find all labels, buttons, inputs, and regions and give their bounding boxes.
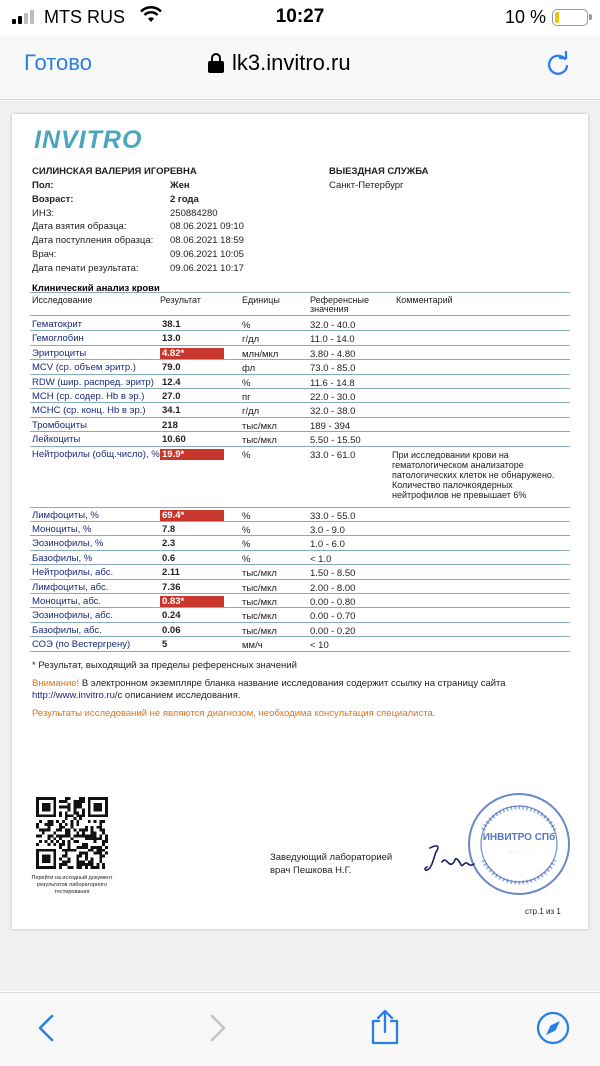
reference-range: 3.0 - 9.0 <box>310 525 345 536</box>
units: мм/ч <box>242 640 263 652</box>
result-value: 34.1 <box>162 405 181 417</box>
table-row <box>30 565 570 579</box>
reference-range: 32.0 - 40.0 <box>310 320 356 331</box>
table-row <box>30 536 570 550</box>
header-result: Результат <box>160 295 201 305</box>
units: % <box>242 377 251 389</box>
battery-percentage: 10 % <box>505 7 547 27</box>
attention-label: Внимание! <box>32 678 80 689</box>
test-name[interactable]: Лимфоциты, абс. <box>32 581 109 593</box>
table-row <box>30 360 570 374</box>
table-row <box>30 375 570 389</box>
result-value: 0.24 <box>162 610 181 622</box>
units: % <box>242 510 251 522</box>
reference-range: 32.0 - 38.0 <box>310 406 356 418</box>
reference-range: 1.0 - 6.0 <box>310 539 345 551</box>
stamp-text: ИНВИТРО СПб <box>482 832 556 843</box>
result-flagged: 69.4* <box>160 510 224 521</box>
table-row <box>30 508 570 522</box>
units: г/дл <box>242 334 260 346</box>
share-icon[interactable] <box>370 1009 400 1045</box>
reference-range: 11.0 - 14.0 <box>310 334 355 346</box>
url-text: lk3.invitro.ru <box>232 50 351 75</box>
footnote: * Результат, выходящий за пределы референсных значений <box>32 660 297 671</box>
back-icon[interactable] <box>32 1013 62 1043</box>
lab-report-document <box>12 114 588 929</box>
test-name[interactable]: Тромбоциты <box>32 419 87 431</box>
done-button[interactable]: Готово <box>24 50 92 75</box>
reference-range: 189 - 394 <box>310 420 351 432</box>
table-row <box>30 594 570 608</box>
reference-range: 1.50 - 8.50 <box>310 568 356 580</box>
carrier-name: MTS RUS <box>44 7 125 27</box>
units: млн/мкл <box>242 348 279 360</box>
qr-caption: Перейти на исходный документ результатов лабораторного тестирования <box>31 875 113 895</box>
result-value: 13.0 <box>162 333 181 345</box>
test-name[interactable]: Моноциты, абс. <box>32 596 102 607</box>
reference-range: 5.50 - 15.50 <box>310 435 361 447</box>
reference-range: 2.00 - 8.00 <box>310 582 356 594</box>
page-number: стр.1 из 1 <box>525 907 561 916</box>
table-row <box>30 346 570 360</box>
browser-header <box>0 36 600 100</box>
header-units: Единицы <box>242 295 280 305</box>
units: г/дл <box>242 406 260 418</box>
invitro-logo: INVITRO <box>34 126 143 154</box>
table-row <box>30 637 570 651</box>
reference-range: < 1.0 <box>310 553 332 565</box>
section-title: Клинический анализ крови <box>32 283 160 294</box>
result-flagged: 0.83* <box>160 596 224 607</box>
header-comment: Комментарий <box>396 295 453 305</box>
result-value: 79.0 <box>162 362 181 374</box>
result-value: 2.11 <box>162 567 180 579</box>
units: % <box>242 539 251 551</box>
table-row <box>30 389 570 403</box>
table-row <box>30 608 570 622</box>
test-name[interactable]: MCV (ср. объем эритр.) <box>32 362 136 374</box>
lab-stamp <box>465 790 573 898</box>
result-value: 218 <box>162 419 178 431</box>
header-ref: Референсные <box>310 295 369 305</box>
address-bar[interactable] <box>208 48 351 78</box>
units: тыс/мкл <box>242 420 277 432</box>
test-name[interactable]: Нейтрофилы (общ.число), % <box>32 448 160 460</box>
result-value: 0.06 <box>162 624 181 636</box>
patient-field-label: Дата поступления образца: <box>32 235 154 247</box>
status-bar <box>0 0 600 36</box>
patient-field-label: Возраст: <box>32 193 74 205</box>
test-name[interactable]: Лейкоциты <box>32 434 81 446</box>
units: тыс/мкл <box>242 597 277 608</box>
patient-field-value: 250884280 <box>170 207 218 219</box>
header-test: Исследование <box>32 295 93 305</box>
reference-range: 73.0 - 85.0 <box>310 363 356 375</box>
reference-range: < 10 <box>310 640 329 652</box>
units: % <box>242 553 251 565</box>
units: тыс/мкл <box>242 611 277 623</box>
header-ref-line2: значения <box>310 304 349 314</box>
service-city: Санкт-Петербург <box>329 180 404 191</box>
result-value: 7.36 <box>162 581 181 593</box>
invitro-link[interactable]: http://www.invitro.ru/ <box>32 690 118 701</box>
patient-field-label: Врач: <box>32 249 57 260</box>
table-row <box>30 418 570 432</box>
test-name[interactable]: MCHC (ср. конц. Hb в эр.) <box>32 405 146 417</box>
units: фл <box>242 363 256 375</box>
reference-range: 11.6 - 14.8 <box>310 377 355 389</box>
patient-field-value: 2 года <box>170 193 199 205</box>
test-name[interactable]: Моноциты, % <box>32 524 92 535</box>
patient-field-value: 09.06.2021 10:17 <box>170 262 244 274</box>
patient-name: СИЛИНСКАЯ ВАЛЕРИЯ ИГОРЕВНА <box>32 166 197 177</box>
patient-field-label: Дата взятия образца: <box>32 221 127 233</box>
attention-note <box>32 678 552 702</box>
test-name[interactable]: Базофилы, абс. <box>32 624 102 636</box>
result-value: 2.3 <box>162 538 176 550</box>
qr-code[interactable] <box>36 797 108 869</box>
units: тыс/мкл <box>242 582 277 594</box>
table-header <box>30 292 570 316</box>
clock: 10:27 <box>275 6 325 27</box>
test-name[interactable]: Гемоглобин <box>32 333 84 345</box>
result-value: 7.8 <box>162 524 176 535</box>
test-name[interactable]: Базофилы, % <box>32 552 93 564</box>
patient-field-value: 09.06.2021 10:05 <box>170 249 244 260</box>
table-row <box>30 623 570 637</box>
reference-range: 0.00 - 0.70 <box>310 611 356 623</box>
reference-range: 0.00 - 0.80 <box>310 597 356 608</box>
result-value: 10.60 <box>162 434 186 446</box>
reload-icon[interactable] <box>544 50 572 78</box>
patient-field-value: 08.06.2021 09:10 <box>170 221 244 233</box>
test-name[interactable]: RDW (шир. распред. эритр) <box>32 376 154 388</box>
reference-range: 33.0 - 61.0 <box>310 449 356 461</box>
service-title: ВЫЕЗДНАЯ СЛУЖБА <box>329 166 429 177</box>
test-name[interactable]: СОЭ (по Вестергрену) <box>32 639 131 651</box>
test-name[interactable]: Эритроциты <box>32 347 87 359</box>
reference-range: 0.00 - 0.20 <box>310 625 356 637</box>
table-row <box>30 551 570 565</box>
table-row <box>30 432 570 446</box>
result-flagged: 19.9* <box>160 449 224 460</box>
test-name[interactable]: Нейтрофилы, абс. <box>32 567 114 579</box>
result-value: 27.0 <box>162 391 181 402</box>
table-row <box>30 317 570 331</box>
patient-field-label: Пол: <box>32 180 54 191</box>
signer-block <box>270 851 392 877</box>
patient-field-value: 08.06.2021 18:59 <box>170 235 244 247</box>
units: пг <box>242 392 251 403</box>
result-flagged: 4.82* <box>160 348 224 359</box>
signature <box>424 842 478 876</box>
table-row <box>30 447 570 508</box>
patient-field-label: Дата печати результата: <box>32 262 139 274</box>
test-name[interactable]: Гематокрит <box>32 319 83 330</box>
disclaimer: Результаты исследований не являются диагнозом, необходима консультация специалиста. <box>32 708 436 719</box>
reference-range: 22.0 - 30.0 <box>310 392 356 403</box>
test-name[interactable]: Эозинофилы, % <box>32 538 104 550</box>
units: тыс/мкл <box>242 435 277 447</box>
test-name[interactable]: MCH (ср. содер. Hb в эр.) <box>32 391 145 402</box>
patient-field-value: Жен <box>170 180 190 191</box>
attention-text: В электронном экземпляре бланка название исследования содержит ссылку на страницу сайта <box>81 678 506 689</box>
units: тыс/мкл <box>242 625 277 637</box>
attention-link-tail: с описанием исследования. <box>117 690 241 701</box>
result-value: 38.1 <box>162 319 181 330</box>
units: % <box>242 320 251 331</box>
test-name[interactable]: Эозинофилы, абс. <box>32 610 113 622</box>
forward-icon[interactable] <box>202 1013 232 1043</box>
signer-name: врач Пешкова Н.Г. <box>270 865 352 876</box>
reference-range: 3.80 - 4.80 <box>310 348 356 360</box>
compass-icon[interactable] <box>536 1011 570 1045</box>
result-value: 0.6 <box>162 552 176 564</box>
battery-icon <box>552 9 588 26</box>
units: % <box>242 449 251 461</box>
reference-range: 33.0 - 55.0 <box>310 510 356 522</box>
table-row <box>30 522 570 536</box>
units: тыс/мкл <box>242 568 277 580</box>
table-row <box>30 331 570 345</box>
result-value: 12.4 <box>162 376 181 388</box>
comment: При исследовании крови на гематологическом анализаторе патологических клеток не обнаружено. Количество палочкоядерных нейтрофилов не превышает 6% <box>392 449 555 500</box>
table-row <box>30 580 570 594</box>
svg-text:· · · · · · ·: · · · · · · · <box>507 850 531 856</box>
result-value: 5 <box>162 639 168 651</box>
browser-toolbar <box>0 992 600 1066</box>
signer-title: Заведующий лабораторией <box>270 852 393 863</box>
units: % <box>242 525 251 536</box>
patient-field-label: ИНЗ: <box>32 207 55 219</box>
lock-icon <box>208 53 224 73</box>
table-row <box>30 403 570 417</box>
test-name[interactable]: Лимфоциты, % <box>32 509 99 521</box>
